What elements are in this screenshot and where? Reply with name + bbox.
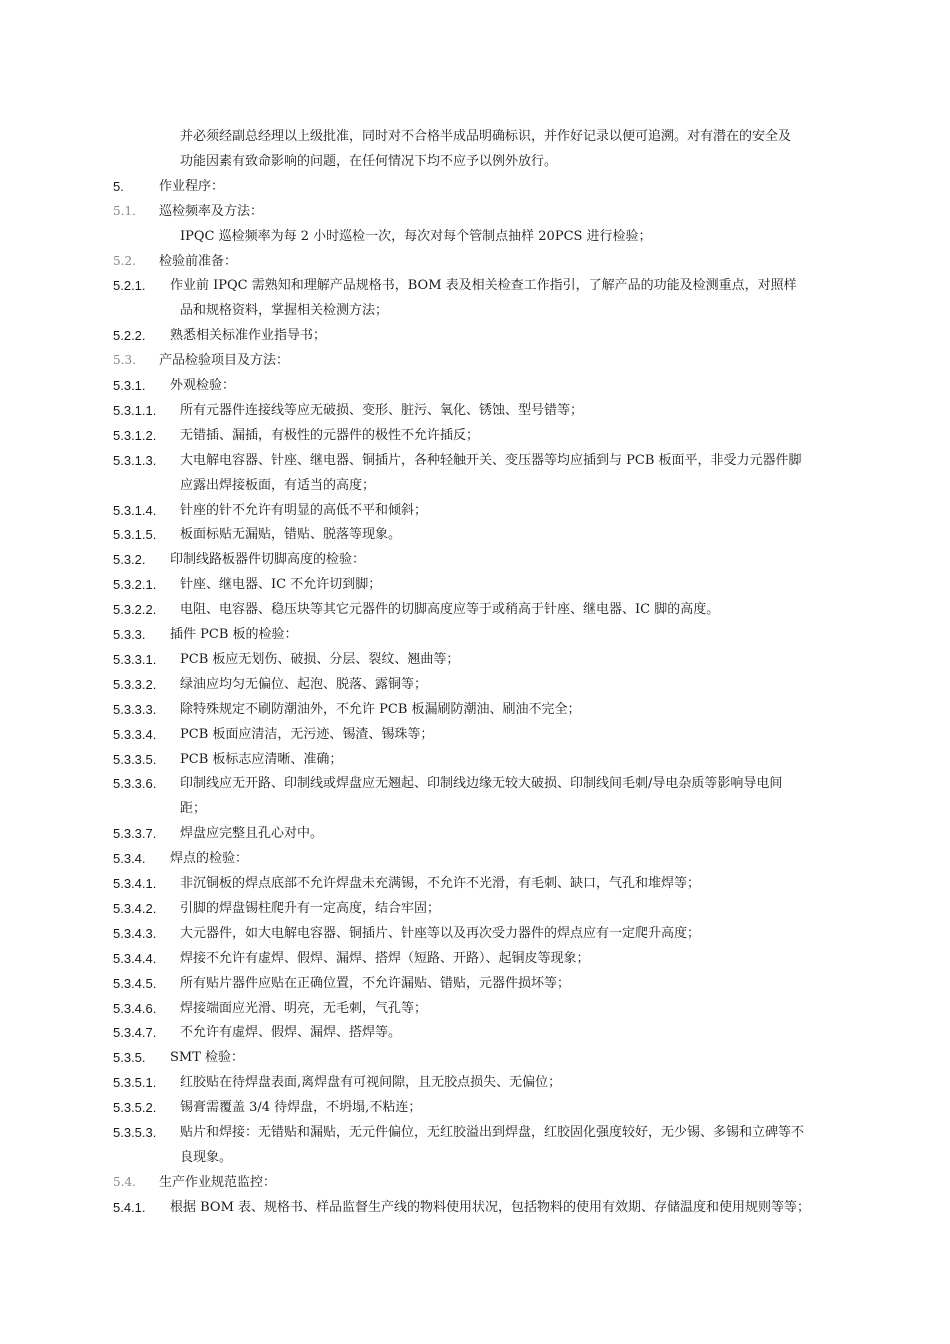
document-line xyxy=(0,1020,950,1045)
section-text: 焊盘应完整且孔心对中。 xyxy=(180,826,324,842)
document-line xyxy=(0,846,950,871)
section-text: 品和规格资料，掌握相关检测方法； xyxy=(180,303,389,319)
section-number: 5.3.1. xyxy=(113,378,146,393)
document-line xyxy=(0,1170,950,1195)
document-line xyxy=(0,124,950,149)
section-text: 针座、继电器、IC 不允许切到脚； xyxy=(180,577,382,593)
document-line xyxy=(0,622,950,647)
section-number: 5.3.1.2. xyxy=(113,427,157,443)
document-line xyxy=(0,448,950,473)
section-text: 焊点的检验： xyxy=(170,851,249,867)
document-line xyxy=(0,547,950,572)
section-number: 5.3.2. xyxy=(113,552,146,568)
section-text: 绿油应均匀无偏位、起泡、脱落、露铜等； xyxy=(180,676,428,692)
section-text: PCB 板面应清洁，无污迹、锡渣、锡珠等； xyxy=(180,726,434,742)
section-number: 5.1. xyxy=(113,203,136,218)
section-text: 焊接不允许有虚焊、假焊、漏焊、搭焊（短路、开路）、起铜皮等现象； xyxy=(180,950,590,966)
document-line xyxy=(0,1045,950,1070)
document-line xyxy=(0,996,950,1021)
section-text: 生产作业规范监控： xyxy=(159,1174,277,1190)
section-text: 大电解电容器、针座、继电器、铜插片，各种轻触开关、变压器等均应插到与 PCB 板面平，非受力元器件脚 xyxy=(180,452,802,468)
section-text: 红胶贴在待焊盘表面,离焊盘有可视间隙，且无胶点损失、无偏位； xyxy=(180,1075,562,1091)
document-line xyxy=(0,149,950,174)
document-line xyxy=(0,1070,950,1095)
document-line xyxy=(0,348,950,373)
section-number: 5.3.4.4. xyxy=(113,950,157,966)
section-text: SMT 检验： xyxy=(170,1050,245,1066)
document-line xyxy=(0,796,950,821)
section-number: 5.3.5. xyxy=(113,1050,146,1066)
section-number: 5.3.2.1. xyxy=(113,577,157,593)
section-text: 电阻、电容器、稳压块等其它元器件的切脚高度应等于或稍高于针座、继电器、IC 脚的高度。 xyxy=(180,602,720,618)
document-line xyxy=(0,1195,950,1220)
section-text: 无错插、漏插，有极性的元器件的极性不允许插反； xyxy=(180,427,480,443)
section-text: 作业前 IPQC 需熟知和理解产品规格书，BOM 表及相关检查工作指引，了解产品的功能及检测重点，对照样 xyxy=(170,278,797,294)
document-line xyxy=(0,672,950,697)
section-number: 5.3.4.6. xyxy=(113,1000,157,1016)
document-line xyxy=(0,722,950,747)
section-text: 不允许有虚焊、假焊、漏焊、搭焊等。 xyxy=(180,1025,402,1041)
section-text: 良现象。 xyxy=(180,1149,233,1165)
document-line xyxy=(0,821,950,846)
section-number: 5.3.1.3. xyxy=(113,452,157,468)
document-line xyxy=(0,597,950,622)
document-line xyxy=(0,771,950,796)
section-text: 非沉铜板的焊点底部不允许焊盘未充满锡，不允许不光滑，有毛刺、缺口，气孔和堆焊等； xyxy=(180,876,701,891)
document-line xyxy=(0,373,950,398)
document-line xyxy=(0,174,950,199)
section-number: 5.3.4. xyxy=(113,851,146,867)
section-number: 5.3. xyxy=(113,353,136,368)
section-number: 5.4.1. xyxy=(113,1199,146,1215)
document-line xyxy=(0,697,950,722)
section-text: 贴片和焊接：无错贴和漏贴，无元件偏位，无红胶溢出到焊盘，红胶固化强度较好，无少锡、多锡和立碑等不 xyxy=(180,1125,805,1140)
section-text: 外观检验： xyxy=(170,378,236,393)
section-text: 并必须经副总经理以上级批准，同时对不合格半成品明确标识，并作好记录以便可追溯。对有潜在的安全及 xyxy=(180,129,792,144)
document-line xyxy=(0,572,950,597)
section-number: 5.2. xyxy=(113,253,136,268)
section-number: 5.3.3.5. xyxy=(113,751,157,767)
section-number: 5.3.3.3. xyxy=(113,701,157,717)
section-text: 巡检频率及方法： xyxy=(159,203,264,219)
document-line xyxy=(0,971,950,996)
document-line xyxy=(0,298,950,323)
section-number: 5.3.5.1. xyxy=(113,1075,157,1091)
section-number: 5.3.3.2. xyxy=(113,676,157,692)
document-line xyxy=(0,224,950,249)
section-text: PCB 板标志应清晰、准确； xyxy=(180,751,343,767)
document-line xyxy=(0,423,950,448)
section-number: 5.3.1.1. xyxy=(113,402,157,418)
section-text: 熟悉相关标准作业指导书； xyxy=(170,328,327,344)
document-line xyxy=(0,871,950,896)
section-text: 根据 BOM 表、规格书、样品监督生产线的物料使用状况，包括物料的使用有效期、存储温度和使用规则等等； xyxy=(170,1199,811,1215)
section-text: 应露出焊接板面，有适当的高度； xyxy=(180,477,376,493)
section-number: 5.3.4.3. xyxy=(113,925,157,941)
section-number: 5.3.3. xyxy=(113,627,146,642)
document-line xyxy=(0,273,950,298)
section-number: 5. xyxy=(113,178,124,194)
document-line xyxy=(0,522,950,547)
section-text: 产品检验项目及方法： xyxy=(159,353,290,369)
section-number: 5.3.5.2. xyxy=(113,1100,157,1116)
section-number: 5.3.3.7. xyxy=(113,826,157,842)
section-number: 5.3.4.2. xyxy=(113,900,157,916)
section-text: 功能因素有致命影响的问题，在任何情况下均不应予以例外放行。 xyxy=(180,153,558,169)
section-text: 锡膏需覆盖 3/4 待焊盘，不坍塌,不粘连； xyxy=(180,1100,422,1116)
document-line xyxy=(0,946,950,971)
section-text: 距； xyxy=(180,801,207,817)
section-number: 5.3.5.3. xyxy=(113,1125,157,1140)
section-number: 5.3.2.2. xyxy=(113,602,157,618)
section-text: 所有元器件连接线等应无破损、变形、脏污、氧化、锈蚀、型号错等； xyxy=(180,402,584,418)
section-text: PCB 板应无划伤、破损、分层、裂纹、翘曲等； xyxy=(180,651,460,667)
section-number: 5.3.1.4. xyxy=(113,502,157,518)
section-text: 针座的针不允许有明显的高低不平和倾斜； xyxy=(180,502,428,518)
section-number: 5.2.1. xyxy=(113,278,146,294)
document-line xyxy=(0,249,950,274)
document-line xyxy=(0,199,950,224)
section-number: 5.3.3.1. xyxy=(113,651,157,667)
section-number: 5.3.4.1. xyxy=(113,876,157,891)
section-number: 5.4. xyxy=(113,1174,136,1189)
document-line xyxy=(0,1120,950,1145)
section-text: 印制线路板器件切脚高度的检验： xyxy=(170,552,366,568)
section-text: 引脚的焊盘锡柱爬升有一定高度，结合牢固； xyxy=(180,900,441,916)
document-line xyxy=(0,323,950,348)
document-line xyxy=(0,647,950,672)
section-text: 插件 PCB 板的检验： xyxy=(170,627,298,642)
section-text: 板面标贴无漏贴，错贴、脱落等现象。 xyxy=(180,527,402,543)
document-line xyxy=(0,498,950,523)
document-line xyxy=(0,747,950,772)
document-line xyxy=(0,398,950,423)
section-number: 5.2.2. xyxy=(113,328,146,344)
section-text: 检验前准备： xyxy=(159,253,238,269)
section-text: 作业程序： xyxy=(159,178,225,194)
section-text: 除特殊规定不刷防潮油外，不允许 PCB 板漏刷防潮油、刷油不完全； xyxy=(180,701,581,717)
section-text: 印制线应无开路、印制线或焊盘应无翘起、印制线边缘无较大破损、印制线间毛刺/导电杂质等影响导电间 xyxy=(180,776,783,792)
section-number: 5.3.4.5. xyxy=(113,975,157,991)
document-line xyxy=(0,1145,950,1170)
section-number: 5.3.3.4. xyxy=(113,726,157,742)
section-text: IPQC 巡检频率为每 2 小时巡检一次，每次对每个管制点抽样 20PCS 进行检验； xyxy=(180,228,652,244)
section-number: 5.3.4.7. xyxy=(113,1025,157,1041)
section-text: 焊接端面应光滑、明亮，无毛刺，气孔等； xyxy=(180,1000,428,1016)
section-number: 5.3.3.6. xyxy=(113,776,157,792)
document-line xyxy=(0,1095,950,1120)
document-line xyxy=(0,921,950,946)
document-line xyxy=(0,896,950,921)
section-text: 所有贴片器件应贴在正确位置，不允许漏贴、错贴，元器件损坏等； xyxy=(180,975,571,991)
section-text: 大元器件，如大电解电容器、铜插片、针座等以及再次受力器件的焊点应有一定爬升高度； xyxy=(180,925,701,941)
document-line xyxy=(0,473,950,498)
section-number: 5.3.1.5. xyxy=(113,527,157,543)
